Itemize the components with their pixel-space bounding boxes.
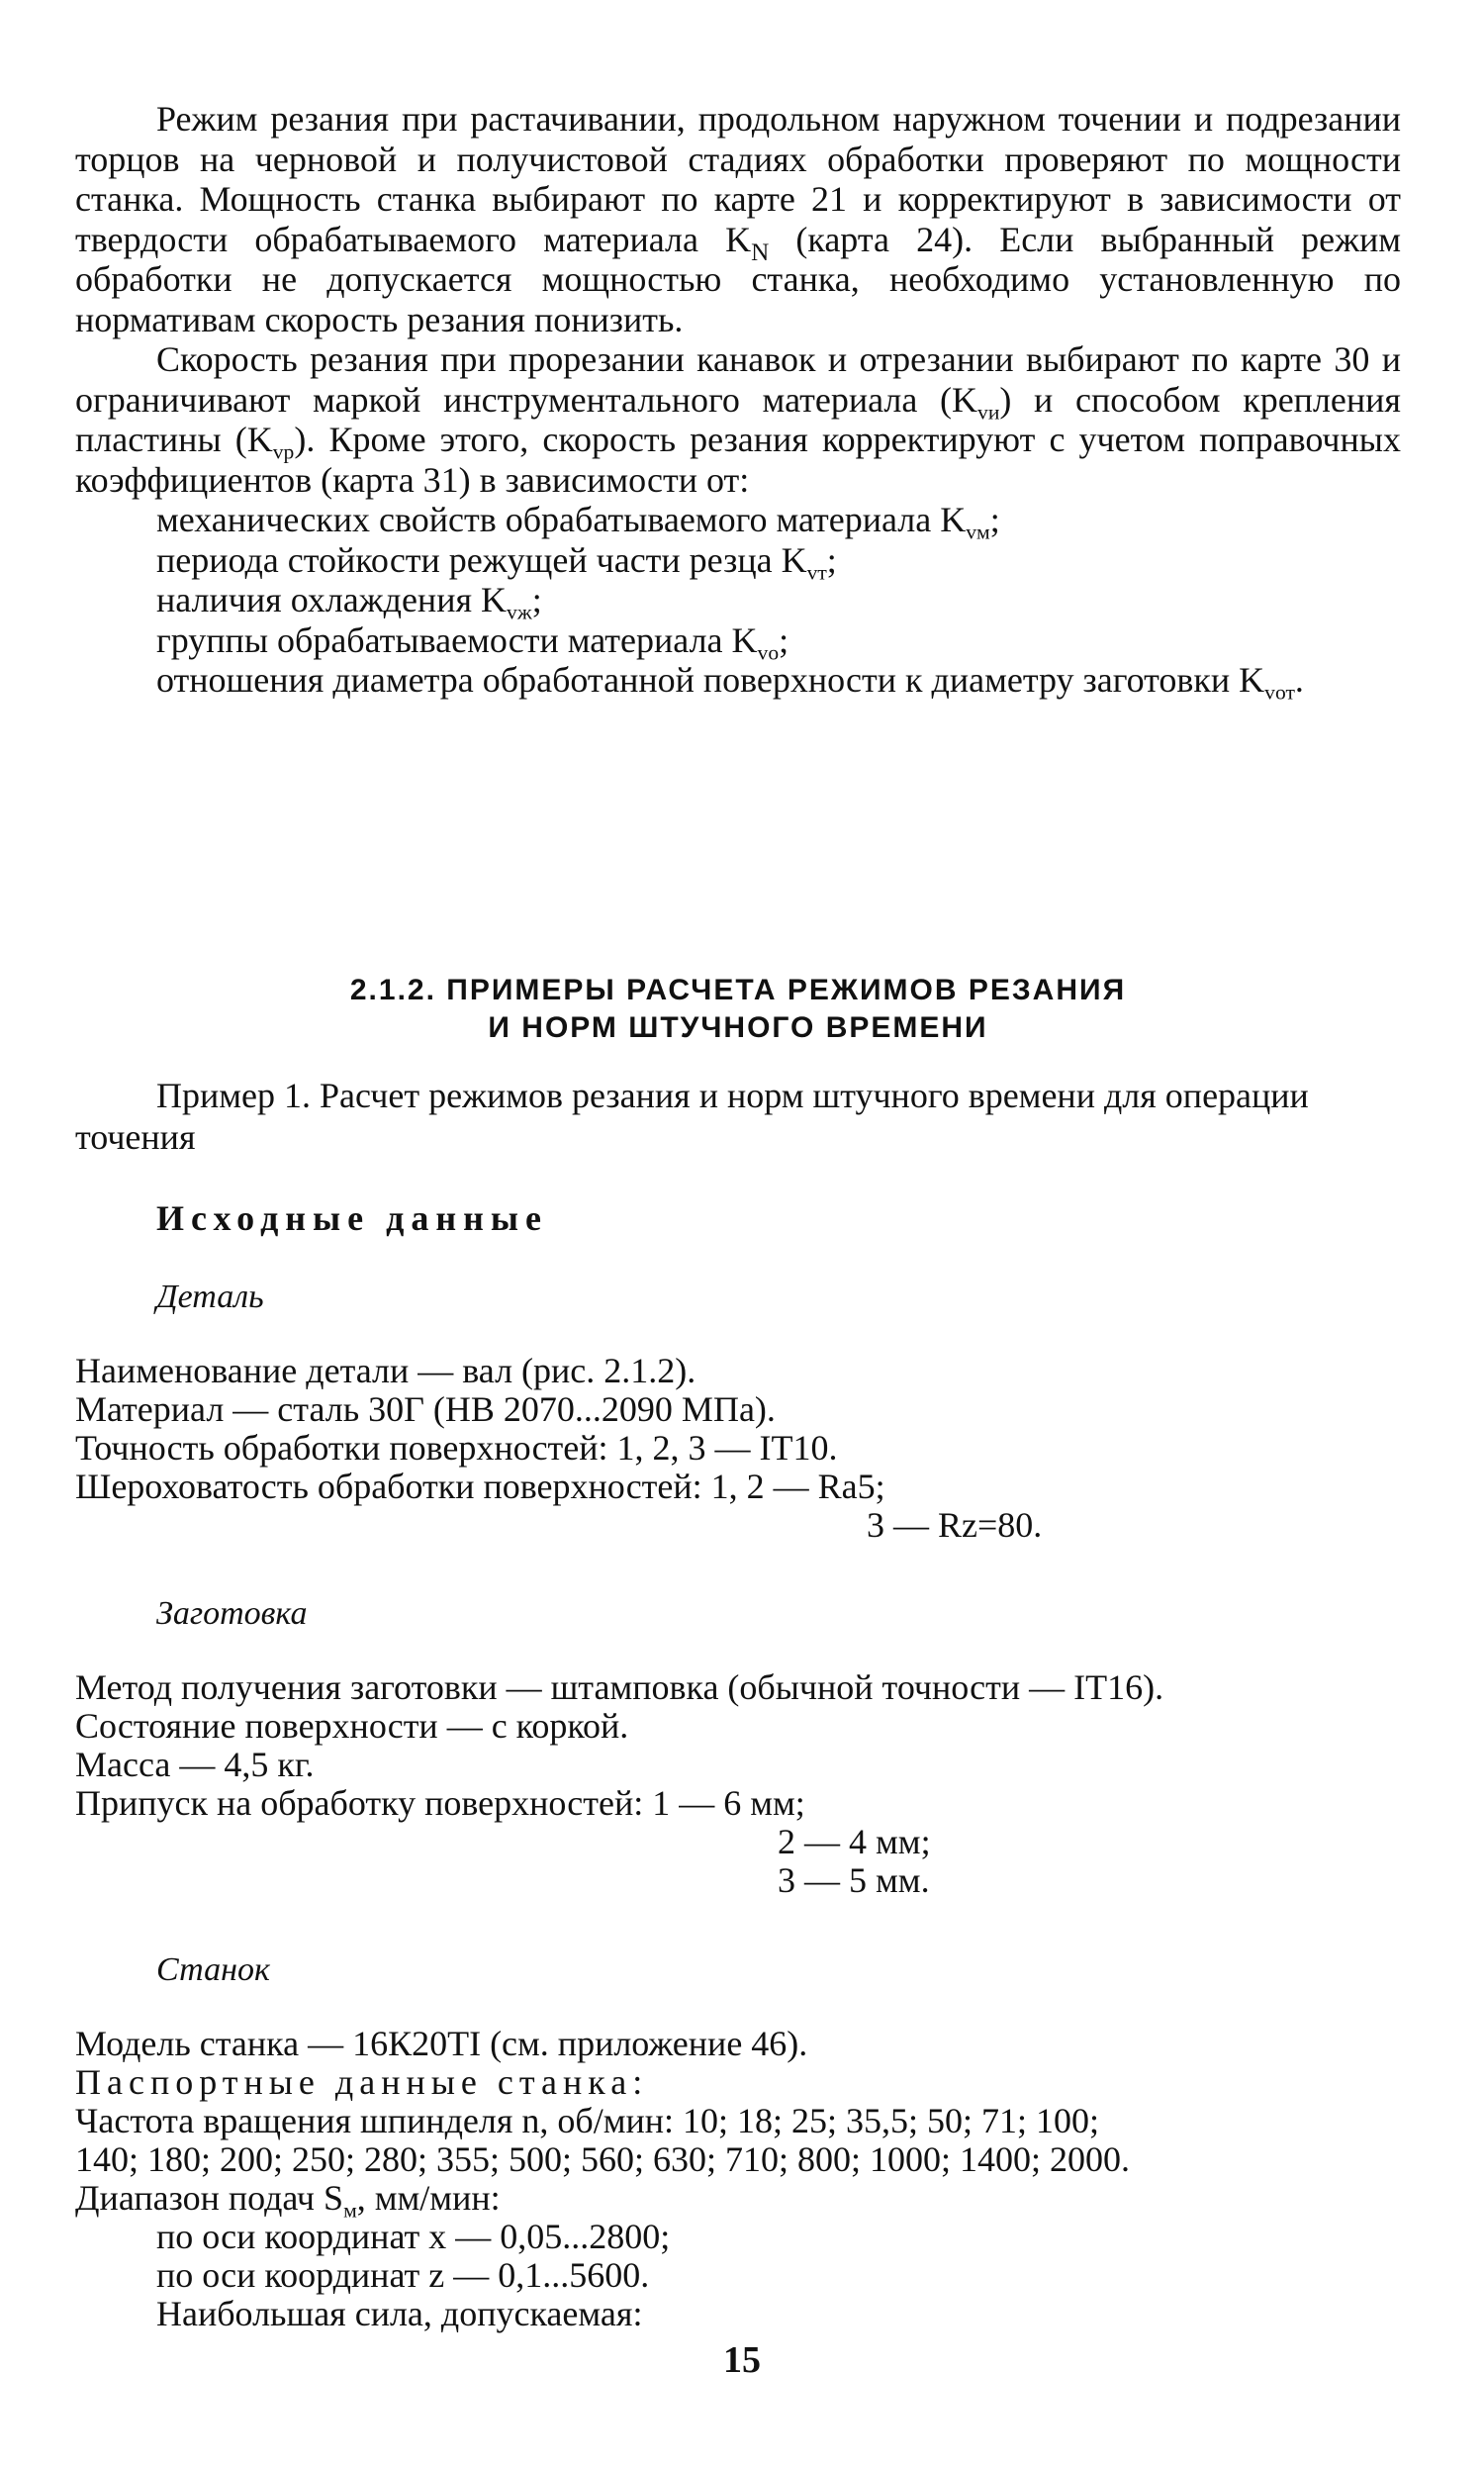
example-title: Пример 1. Расчет режимов резания и норм штучного времени для операции точения bbox=[75, 1076, 1309, 1157]
machine-subheading: Станок bbox=[156, 1951, 270, 1988]
intro-section bbox=[75, 99, 1402, 705]
detail-line: Точность обработки поверхностей: 1, 2, 3 — IT10. bbox=[75, 1428, 838, 1468]
detail-line: Шероховатость обработки поверхностей: 1, 2 — Ra5; bbox=[75, 1467, 885, 1506]
machine-block bbox=[75, 2025, 1421, 2333]
blank-line: Припуск на обработку поверхностей: 1 — 6 мм; bbox=[75, 1783, 805, 1823]
machine-speed: Частота вращения шпинделя n, об/мин: 10; 18; 25; 35,5; 50; 71; 100; bbox=[75, 2101, 1100, 2140]
blank-line: Состояние поверхности — с коркой. bbox=[75, 1706, 629, 1746]
list-item: отношения диаметра обработанной поверхности к диаметру заготовки $K_{vот}$. bbox=[156, 660, 1304, 705]
blank-line: 3 — 5 мм. bbox=[778, 1860, 930, 1900]
blank-line: 2 — 4 мм; bbox=[778, 1822, 931, 1861]
heading-line-1: 2.1.2. ПРИМЕРЫ РАСЧЕТА РЕЖИМОВ РЕЗАНИЯ bbox=[349, 974, 1127, 1006]
paragraph-power-check: Режим резания при растачивании, продольном наружном точении и подрезании торцов на черновой и получистовой стадиях обработки проверяют по мощности станка. Мощность станка выбирают по карте 21 и корректируют в зависимости от твердости обрабатываемого материала $K_N$ (карта 24). Если выбранный режим обработки не допускается мощностью станка, необходимо установленную по нормативам скорость резания понизить. bbox=[75, 99, 1402, 339]
machine-model: Модель станка — 16К20ТI (см. приложение 46). bbox=[75, 2024, 808, 2063]
detail-block bbox=[75, 1352, 1421, 1545]
list-item: группы обрабатываемости материала $K_{vо}$; bbox=[156, 619, 789, 665]
list-item: периода стойкости режущей части резца $K_{vт}$; bbox=[156, 539, 837, 585]
detail-line: 3 — Rz=80. bbox=[867, 1505, 1043, 1545]
detail-subheading: Деталь bbox=[156, 1279, 264, 1315]
initial-data-title: Исходные данные bbox=[156, 1198, 548, 1238]
detail-line: Материал — сталь 30Г (НВ 2070...2090 МПа). bbox=[75, 1389, 776, 1429]
blank-block bbox=[75, 1668, 1421, 1900]
list-item: наличия охлаждения $K_{vж}$; bbox=[156, 580, 542, 624]
example-label: Пример 1. bbox=[156, 1076, 312, 1115]
blank-subheading: Заготовка bbox=[156, 1595, 308, 1632]
list-item: механических свойств обрабатываемого материала $K_{vм}$; bbox=[156, 500, 1000, 544]
machine-feed: Диапазон подач $S_м$, мм/мин: bbox=[75, 2178, 501, 2223]
blank-line: Метод получения заготовки — штамповка (обычной точности — IT16). bbox=[75, 1667, 1164, 1707]
heading-line-2: И НОРМ ШТУЧНОГО ВРЕМЕНИ bbox=[488, 1011, 988, 1044]
detail-line: Наименование детали — вал (рис. 2.1.2). bbox=[75, 1351, 696, 1390]
paragraph-speed-grooving: Скорость резания при прорезании канавок и отрезании выбирают по карте 30 и ограничивают маркой инструментального материала $(K_{vи})$ и способом крепления пластины $(K_{vр})$. Кроме этого, скорость резания корректируют с учетом поправочных коэффициентов (карта 31) в зависимости от: bbox=[75, 339, 1401, 500]
machine-axis-x: по оси координат x — 0,05...2800; bbox=[156, 2217, 671, 2256]
machine-speed: 140; 180; 200; 250; 280; 355; 500; 560; 630; 710; 800; 1000; 1400; 2000. bbox=[75, 2139, 1131, 2179]
machine-force: Наибольшая сила, допускаемая: bbox=[156, 2294, 643, 2333]
machine-passport: Паспортные данные станка: bbox=[75, 2062, 649, 2102]
blank-line: Масса — 4,5 кг. bbox=[75, 1745, 315, 1784]
page-number: 15 bbox=[723, 2339, 761, 2381]
section-heading bbox=[75, 972, 1401, 1047]
machine-axis-z: по оси координат z — 0,1...5600. bbox=[156, 2255, 650, 2295]
